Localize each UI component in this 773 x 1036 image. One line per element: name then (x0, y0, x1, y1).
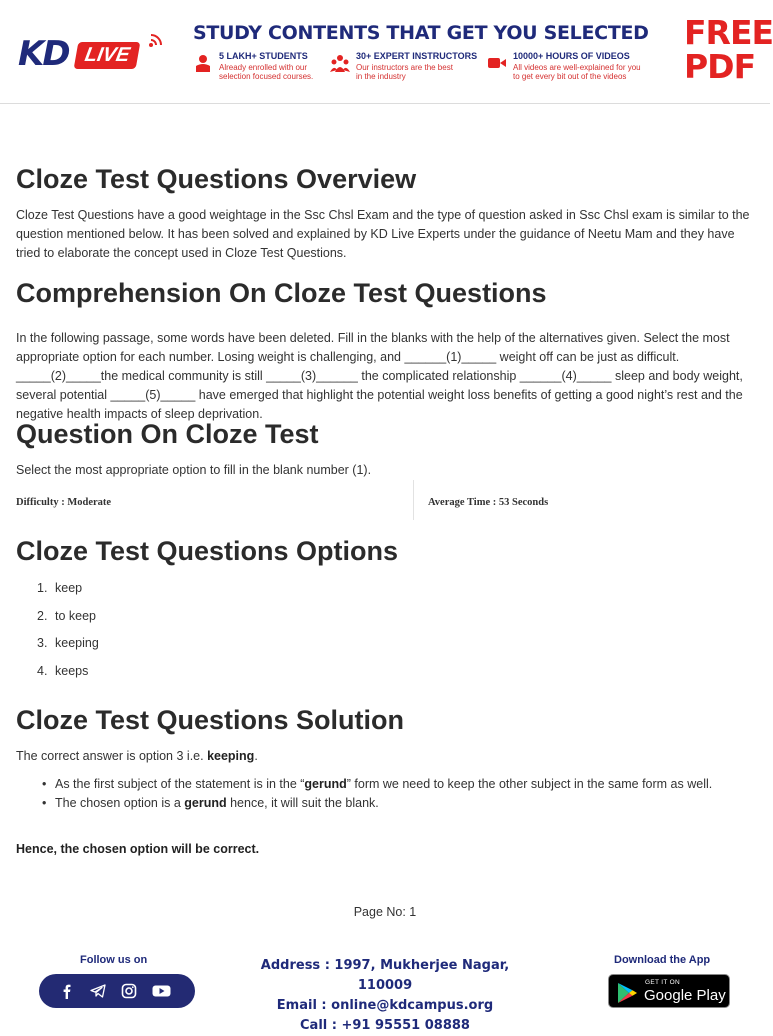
comprehension-passage: In the following passage, some words have been deleted. Fill in the blanks with the help of the alternatives given. Select the most appropriate option for each number. Losing weight is challenging, and ______(1)_____ weight off can be just as difficult. _____(2)_____the medical community is still _____(3)______ the complicated relationship ______(4)_____ sleep and body weight, several potential _____(5)_____ have emerged that highlight the potential weight loss benefits of getting a good night’s rest and the negative health impacts of sleep deprivation. (16, 331, 743, 421)
feature-desc: Already enrolled with our selection focused courses. (219, 63, 314, 81)
page-number: Page No: 1 (353, 905, 417, 919)
phone-text[interactable]: Call : +91 95551 08888 (300, 1018, 470, 1033)
google-play-text: Google Play (644, 987, 726, 1004)
options-list (37, 578, 99, 688)
explanation-bullet: • The chosen option is a gerund hence, it will suit the blank. (42, 794, 748, 813)
feature-title: 30+ EXPERT INSTRUCTORS (356, 51, 478, 61)
option-item: 1. keep (37, 581, 83, 595)
instructors-icon (330, 53, 350, 73)
free-pdf-badge: FREE PDF (684, 13, 773, 86)
option-item: 4. keeps (37, 663, 89, 678)
option-item: 3. keeping (37, 636, 99, 651)
google-play-button[interactable] (608, 974, 730, 1008)
solution-intro: The correct answer is option 3 i.e. keeping. (16, 749, 258, 763)
comprehension-heading: Comprehension On Cloze Test Questions (16, 278, 547, 308)
page-header (0, 0, 773, 104)
options-heading: Cloze Test Questions Options (16, 536, 399, 566)
social-links (39, 974, 195, 1008)
correct-answer: keeping (207, 749, 255, 763)
overview-text: Cloze Test Questions have a good weightage in the Ssc Chsl Exam and the type of question asked in Ssc Chsl exam is similar to the question mentioned below. It has been solved and explained by KD Live Experts under the guidance of Neetu Mam and they have tried to elaborate the concept used in Cloze Test Questions. (16, 208, 750, 260)
get-it-on-text: GET IT ON (645, 979, 680, 986)
solution-heading: Cloze Test Questions Solution (16, 705, 405, 735)
download-app-label: Download the App (614, 954, 711, 966)
question-heading: Question On Cloze Test (16, 419, 319, 449)
broadcast-icon (146, 30, 166, 50)
email-text[interactable]: Email : online@kdcampus.org (276, 998, 494, 1013)
feature-title: 10000+ HOURS OF VIDEOS (513, 51, 630, 61)
feature-desc: Our instructors are the best in the industry (356, 63, 453, 81)
average-time-label: Average Time : 53 Seconds (428, 497, 549, 508)
explanation-bullet: • As the first subject of the statement is in the “gerund” form we need to keep the other subject in the same form as well. (42, 775, 748, 794)
follow-us-label: Follow us on (80, 954, 148, 966)
video-camera-icon (487, 53, 507, 73)
difficulty-label: Difficulty : Moderate (16, 480, 414, 520)
question-text: Select the most appropriate option to fill in the blank number (1). (16, 463, 372, 477)
option-item: 2. to keep (37, 608, 97, 623)
solution-conclusion: Hence, the chosen option will be correct. (16, 842, 260, 856)
contact-info (232, 956, 538, 1036)
feature-desc: All videos are well-explained for you to get every bit out of the videos (513, 63, 641, 81)
facebook-icon[interactable] (59, 983, 75, 999)
instagram-icon[interactable] (121, 983, 137, 999)
logo-kd-text: KD (18, 34, 69, 74)
telegram-icon[interactable] (90, 983, 106, 999)
overview-heading: Cloze Test Questions Overview (16, 164, 417, 194)
student-icon (193, 53, 213, 73)
youtube-icon[interactable] (152, 983, 171, 999)
google-play-icon (616, 982, 638, 1004)
header-headline: STUDY CONTENTS THAT GET YOU SELECTED (193, 22, 649, 44)
kd-live-logo[interactable] (18, 30, 168, 80)
feature-title: 5 LAKH+ STUDENTS (219, 51, 308, 61)
address-text: Address : 1997, Mukherjee Nagar, 110009 (260, 958, 510, 993)
logo-live-badge: LIVE (74, 42, 141, 69)
solution-explanation-list (42, 775, 748, 813)
